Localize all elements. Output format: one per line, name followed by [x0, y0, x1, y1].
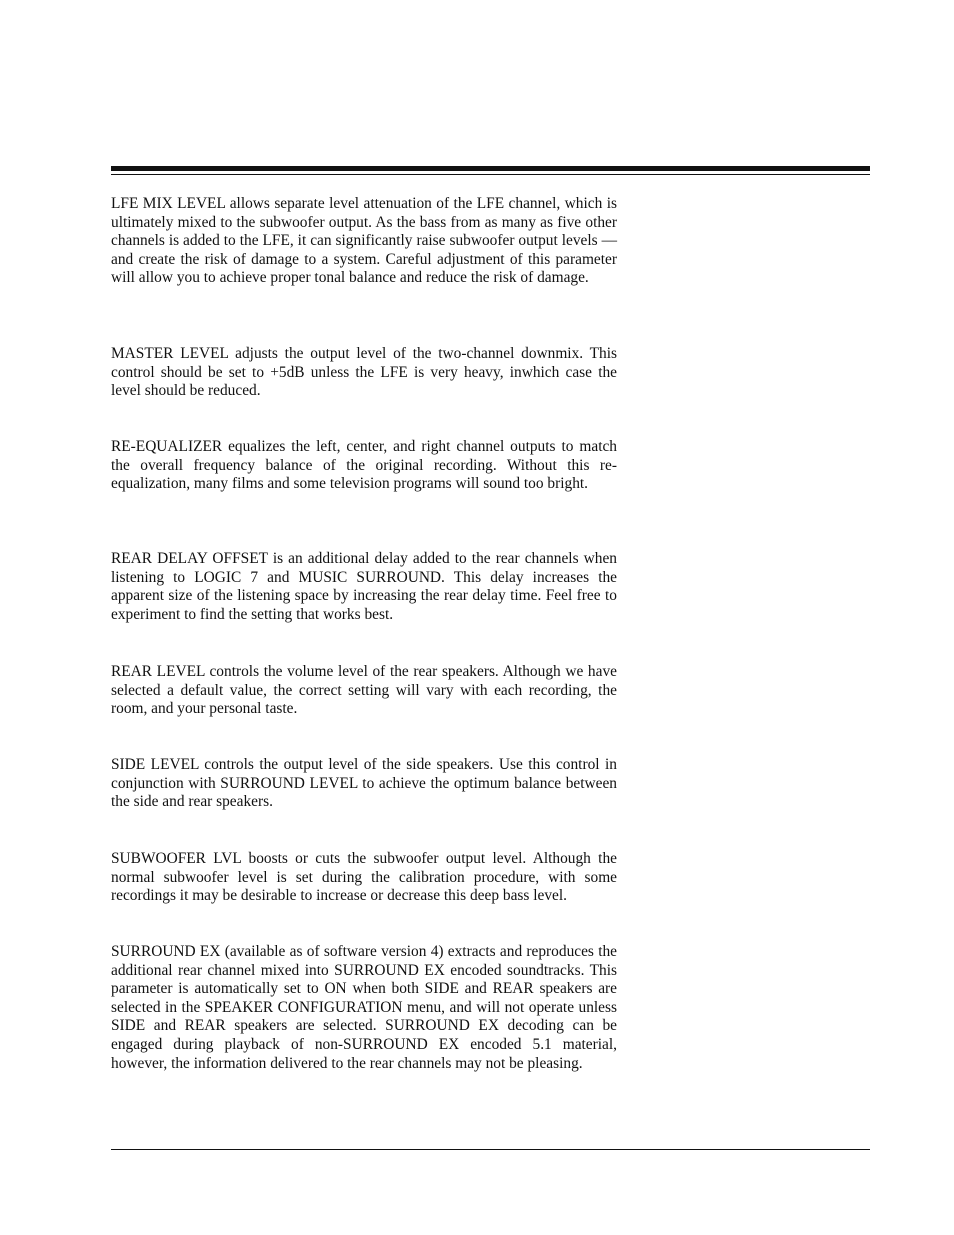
paragraph-re-equalizer: RE-EQUALIZER equalizes the left, center, and right channel outputs to match the overall frequency balance of the original recording. Without this re-equalization, many films and some television programs will sound too bright.: [111, 438, 617, 493]
paragraph-master-level: MASTER LEVEL adjusts the output level of the two-channel downmix. This control should be set to +5dB unless the LFE is very heavy, inwhich case the level should be reduced.: [111, 345, 617, 400]
paragraph-side-level: SIDE LEVEL controls the output level of the side speakers. Use this control in conjunction with SURROUND LEVEL to achieve the optimum balance between the side and rear speakers.: [111, 756, 617, 811]
paragraph-rear-delay-offset: REAR DELAY OFFSET is an additional delay added to the rear channels when listening to LOGIC 7 and MUSIC SURROUND. This delay increases the apparent size of the listening space by increasing the rear delay time. Feel free to experiment to find the setting that works best.: [111, 550, 617, 623]
paragraph-rear-level: REAR LEVEL controls the volume level of the rear speakers. Although we have selected a default value, the correct setting will vary with each recording, the room, and your personal taste.: [111, 663, 617, 718]
paragraph-lfe-mix-level: LFE MIX LEVEL allows separate level attenuation of the LFE channel, which is ultimately mixed to the subwoofer output. As the bass from as many as five other channels is added to the LFE, it can significantly raise subwoofer output levels — and create the risk of damage to a system. Careful adjustment of this parameter will allow you to achieve proper tonal balance and reduce the risk of damage.: [111, 195, 617, 287]
header-rule-thin: [111, 174, 870, 175]
footer-rule: [111, 1149, 870, 1150]
header-rule-thick: [111, 166, 870, 171]
paragraph-surround-ex: SURROUND EX (available as of software version 4) extracts and reproduces the additional rear channel mixed into SURROUND EX encoded soundtracks. This parameter is automatically set to ON when both SIDE and REAR speakers are selected in the SPEAKER CONFIGURATION menu, and will not operate unless SIDE and REAR speakers are selected. SURROUND EX decoding can be engaged during playback of non-SURROUND EX encoded 5.1 material, however, the information delivered to the rear channels may not be pleasing.: [111, 943, 617, 1072]
paragraph-subwoofer-lvl: SUBWOOFER LVL boosts or cuts the subwoofer output level. Although the normal subwoofer level is set during the calibration procedure, with some recordings it may be desirable to increase or decrease this deep bass level.: [111, 850, 617, 905]
